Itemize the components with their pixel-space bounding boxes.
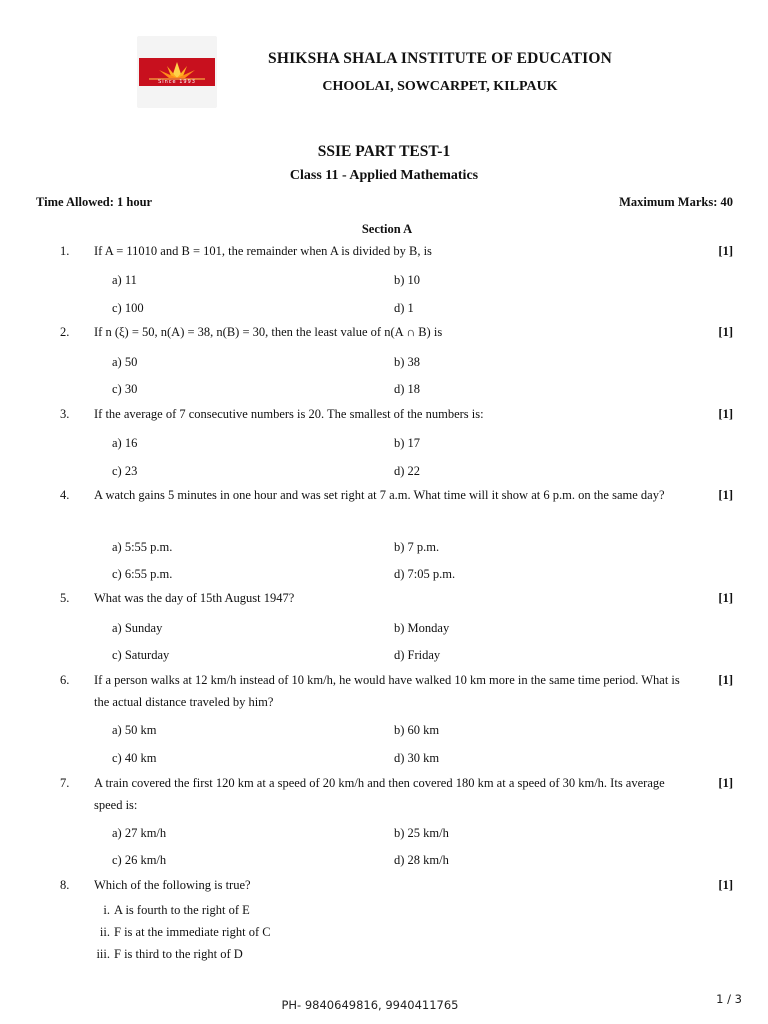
- question-number: 6.: [60, 673, 70, 687]
- question-marks: [1]: [718, 488, 733, 502]
- institute-address: CHOOLAI, SOWCARPET, KILPAUK: [322, 79, 558, 94]
- option-b: b) 60 km: [394, 723, 440, 737]
- option-a: a) 50 km: [112, 723, 157, 737]
- option-a: a) 50: [112, 355, 138, 369]
- footer-phone: PH- 9840649816, 9940411765: [281, 998, 459, 1012]
- option-d: d) 30 km: [394, 751, 440, 765]
- option-a: a) 11: [112, 273, 137, 287]
- option-c: c) 40 km: [112, 751, 157, 765]
- option-a: a) 16: [112, 436, 138, 450]
- institute-logo: [137, 36, 217, 108]
- question-number: 3.: [60, 407, 70, 421]
- question-marks: [1]: [718, 325, 733, 339]
- option-a: a) Sunday: [112, 621, 163, 635]
- section-heading: Section A: [361, 222, 413, 236]
- question-text: If a person walks at 12 km/h instead of 10 km/h, he would have walked 10 km more in the same time period. What is the actual distance traveled by him?: [94, 673, 680, 709]
- option-d: d) 22: [394, 464, 421, 478]
- option-b: b) 7 p.m.: [394, 540, 440, 554]
- logo-banner: [139, 58, 215, 86]
- maximum-marks: Maximum Marks: 40: [619, 195, 733, 209]
- test-subtitle: Class 11 - Applied Mathematics: [289, 168, 479, 183]
- question-text: A watch gains 5 minutes in one hour and was set right at 7 a.m. What time will it show at 6 p.m. on the same day?: [94, 488, 665, 502]
- time-allowed: Time Allowed: 1 hour: [36, 195, 153, 209]
- option-c: c) Saturday: [112, 648, 170, 662]
- question-text: If the average of 7 consecutive numbers is 20. The smallest of the numbers is:: [94, 407, 484, 421]
- statement-label: iii.: [96, 947, 110, 961]
- question-marks: [1]: [718, 407, 733, 421]
- option-d: d) 18: [394, 382, 421, 396]
- page-number: 1 / 3: [716, 992, 742, 1006]
- option-d: d) 1: [394, 301, 414, 315]
- option-d: d) Friday: [394, 648, 441, 662]
- option-b: b) 17: [394, 436, 421, 450]
- question-marks: [1]: [718, 673, 733, 687]
- statement-text: F is third to the right of D: [114, 947, 243, 961]
- question-number: 8.: [60, 878, 70, 892]
- question-number: 7.: [60, 776, 70, 790]
- question-text: If n (ξ) = 50, n(A) = 38, n(B) = 30, then the least value of n(A ∩ B) is: [94, 325, 443, 339]
- option-a: a) 27 km/h: [112, 826, 167, 840]
- question-number: 5.: [60, 591, 70, 605]
- question-text: If A = 11010 and B = 101, the remainder when A is divided by B, is: [94, 244, 432, 258]
- option-b: b) 25 km/h: [394, 826, 449, 840]
- option-c: c) 26 km/h: [112, 853, 167, 867]
- option-b: b) Monday: [394, 621, 450, 635]
- question-marks: [1]: [718, 244, 733, 258]
- option-b: b) 38: [394, 355, 421, 369]
- option-b: b) 10: [394, 273, 421, 287]
- test-title: SSIE PART TEST-1: [317, 143, 451, 160]
- institute-name: SHIKSHA SHALA INSTITUTE OF EDUCATION: [268, 50, 612, 67]
- option-a: a) 5:55 p.m.: [112, 540, 173, 554]
- statement-label: ii.: [99, 925, 110, 939]
- question-text: What was the day of 15th August 1947?: [94, 591, 295, 605]
- option-d: d) 7:05 p.m.: [394, 567, 456, 581]
- question-number: 4.: [60, 488, 70, 502]
- statement-label: i.: [103, 903, 110, 917]
- option-c: c) 6:55 p.m.: [112, 567, 173, 581]
- option-d: d) 28 km/h: [394, 853, 449, 867]
- question-marks: [1]: [718, 878, 733, 892]
- logo-caption: Since 1993: [158, 79, 196, 85]
- question-text: A train covered the first 120 km at a speed of 20 km/h and then covered 180 km at a speed of 30 km/h. Its average speed is:: [94, 776, 665, 812]
- option-c: c) 23: [112, 464, 138, 478]
- question-marks: [1]: [718, 591, 733, 605]
- statement-text: F is at the immediate right of C: [114, 925, 271, 939]
- question-number: 1.: [60, 244, 70, 258]
- question-marks: [1]: [718, 776, 733, 790]
- option-c: c) 100: [112, 301, 144, 315]
- question-number: 2.: [60, 325, 70, 339]
- question-text: Which of the following is true?: [94, 878, 251, 892]
- statement-text: A is fourth to the right of E: [114, 903, 250, 917]
- option-c: c) 30: [112, 382, 138, 396]
